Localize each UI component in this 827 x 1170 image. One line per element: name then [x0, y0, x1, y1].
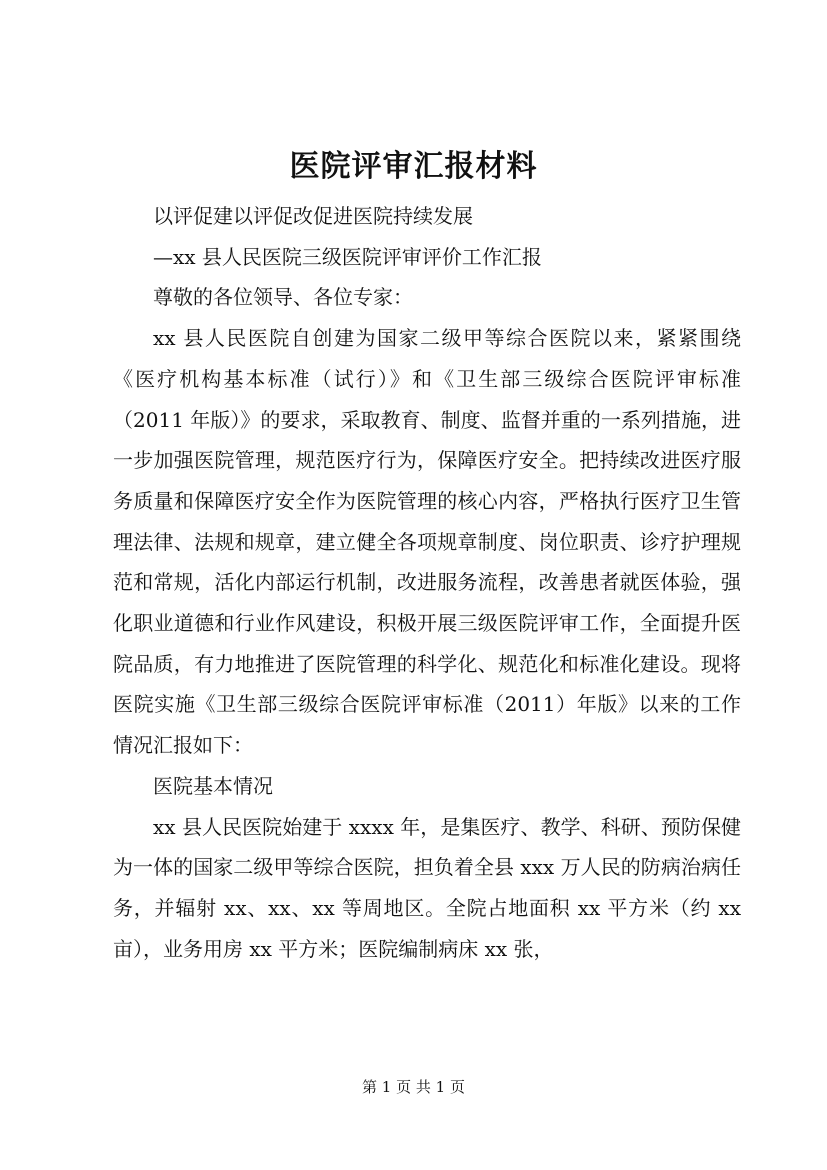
- subtitle-line: 以评促建以评促改促进医院持续发展: [153, 204, 473, 228]
- intro-paragraph: xx 县人民医院自创建为国家二级甲等综合医院以来，紧紧围绕《医疗机构基本标准（试行）》和《卫生部三级综合医院评审标准（2011 年版）》的要求，采取教育、制度、监督并重的一系列措施，进一步加强医院管理，规范医疗行为，保障医疗安全。把持续改进医疗服务质量和保障医疗安全作为医院管理的核心内容，严格执行医疗卫生管理法律、法规和规章，建立健全各项规章制度、岗位职责、诊疗护理规范和常规，活化内部运行机制，改进服务流程，改善患者就医体验，强化职业道德和行业作风建设，积极开展三级医院评审工作，全面提升医院品质，有力地推进了医院管理的科学化、规范化和标准化建设。现将医院实施《卫生部三级综合医院评审标准（2011）年版》以来的工作情况汇报如下：: [113, 326, 741, 758]
- basic-info-paragraph: xx 县人民医院始建于 xxxx 年，是集医疗、教学、科研、预防保健为一体的国家二级甲等综合医院，担负着全县 xxx 万人民的防病治病任务，并辐射 xx、xx、xx 等周地区。全院占地面积 xx 平方米（约 xx 亩），业务用房 xx 平方米；医院编制病床 xx 张，: [113, 814, 741, 961]
- page-footer: 第 1 页 共 1 页: [362, 1078, 465, 1096]
- document-body: [113, 196, 741, 969]
- section-heading: 医院基本情况: [153, 773, 273, 798]
- salutation: 尊敬的各位领导、各位专家：: [153, 285, 413, 310]
- report-line: —xx 县人民医院三级医院评审评价工作汇报: [153, 244, 542, 269]
- document-title: 医院评审汇报材料: [289, 149, 538, 184]
